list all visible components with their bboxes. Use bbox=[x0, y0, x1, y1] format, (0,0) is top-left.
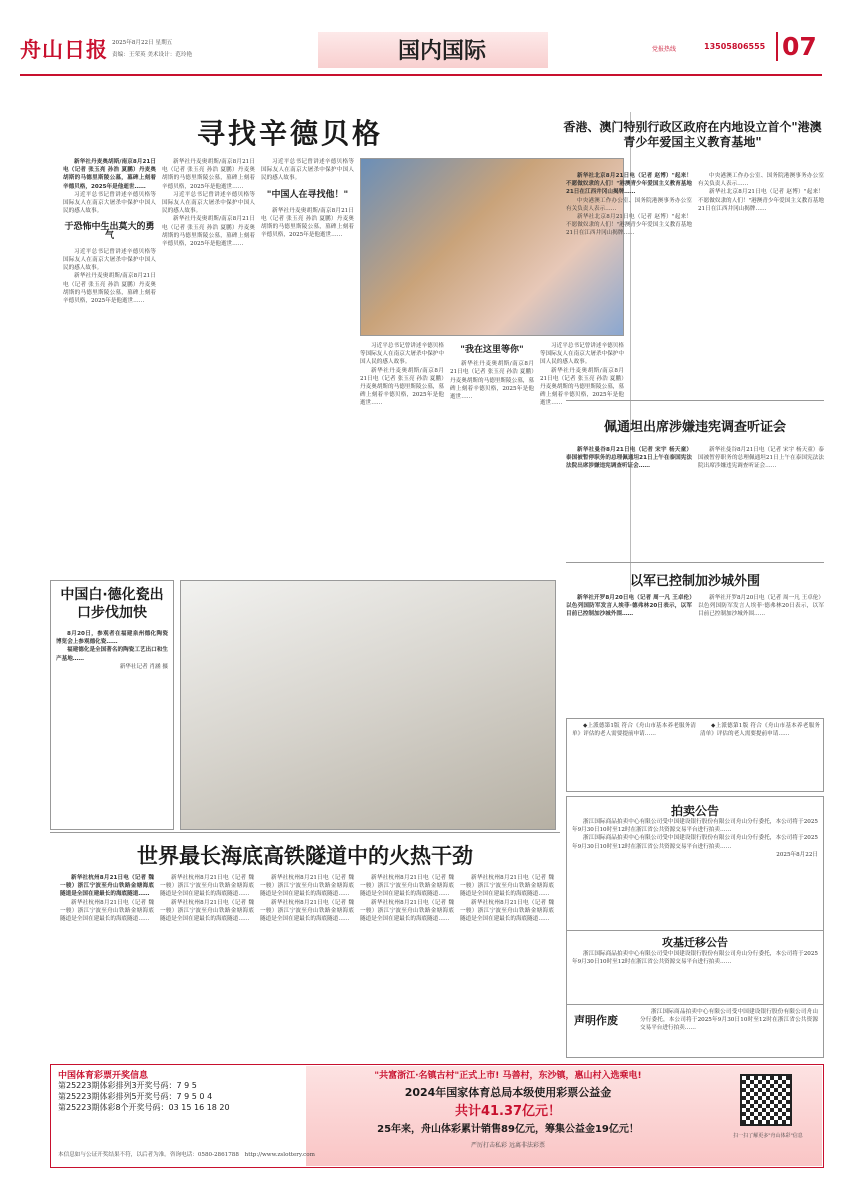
section-title: 国内国际 bbox=[398, 39, 487, 64]
hotline-phone: 13505806555 bbox=[704, 42, 766, 51]
bottom-headline: 世界最长海底高铁隧道中的火热干劲 bbox=[137, 844, 473, 868]
notice-col1: ◆上派德第1版 符合《舟山市基本养老服务清单》评估的老人需要提前申请…… bbox=[572, 723, 696, 738]
lottery-public-fund-line: 2024年国家体育总局本级使用彩票公益金 bbox=[404, 1086, 612, 1099]
lottery-slogan: "共富浙江·名镇古村"正式上市! 马善村，东沙镇，惠山村入选乘电! bbox=[374, 1071, 642, 1081]
rule-ad2 bbox=[566, 1004, 824, 1005]
lottery-title: 中国体育彩票开奖信息 bbox=[58, 1071, 149, 1081]
main-col1: 新华社丹麦奥胡斯/南京8月21日电（记者 张玉亮 孙浩 夏鹏）丹麦奥胡斯的马德里斯陵公墓，墓碑上刻着辛德贝格，2025年是他逝世…… 习近平总书记曾讲述辛德贝格等国际友人在南京大屠杀中保护中国人民的感人故事。 于恐怖中生出莫大的勇气 习近平总书记曾讲述辛德贝格等国际友人在南京大屠杀中保护中国人民的感人故事。 新华社丹麦奥胡斯/南京8月21日电（记者 张玉亮 孙浩 夏鹏）丹麦奥胡斯的马德里斯陵公墓，墓碑上刻着辛德贝格，2025年是他逝世…… bbox=[63, 159, 156, 305]
right-story3-headline: 以军已控制加沙城外围 bbox=[629, 574, 760, 589]
lottery-total: 共计41.37亿元！ bbox=[454, 1104, 562, 1119]
ceramics-headline: 中国白·德化瓷出口步伐加快 bbox=[60, 587, 164, 621]
qr-caption: 扫一扫了解更多"舟山体彩"信息 bbox=[733, 1133, 803, 1139]
bottom-col2: 新华社杭州8月21日电（记者 魏一骏）浙江宁波至舟山铁路金塘海底隧道是全国在建最长的海底隧道…… 新华社杭州8月21日电（记者 魏一骏）浙江宁波至舟山铁路金塘海底隧道是全国在建最长的海底隧道…… bbox=[160, 875, 254, 923]
bottom-col3: 新华社杭州8月21日电（记者 魏一骏）浙江宁波至舟山铁路金塘海底隧道是全国在建最长的海底隧道…… 新华社杭州8月21日电（记者 魏一骏）浙江宁波至舟山铁路金塘海底隧道是全国在建最长的海底隧道…… bbox=[260, 875, 354, 923]
right-story2-col1: 新华社曼谷8月21日电（记者 宋宇 杨天童）泰国被暂停职务的总理佩通坦21日上午在泰国宪法法院出席涉嫌违宪调查听证会…… bbox=[566, 447, 692, 470]
right-story3-col1: 新华社开罗8月20日电（记者 周一凡 王卓伦）以色列国防军发言人埃菲·德弗林20日表示，以军目前已控制加沙城外围…… bbox=[566, 595, 692, 618]
right-story3-col2: 新华社开罗8月20日电（记者 周一凡 王卓伦）以色列国防军发言人埃菲·德弗林20日表示，以军目前已控制加沙城外围…… bbox=[698, 595, 824, 618]
qr-code bbox=[740, 1074, 792, 1126]
right-story1-col2: 中央港澳工作办公室、国务院港澳事务办公室有关负责人表示…… 新华社北京8月21日电（记者 赵博）"起来！不愿做奴隶的人们！"港澳青少年爱国主义教育基地21日在江西井冈山揭牌…… bbox=[698, 173, 824, 212]
lottery-subtotal: 25年来，舟山体彩累计销售89亿元，筹集公益金19亿元！ bbox=[377, 1124, 639, 1135]
ceramics-photo bbox=[180, 580, 556, 830]
rule-bottom bbox=[50, 832, 560, 833]
void-statement-body: 浙江国际商品拍卖中心有限公司受中国建设银行股份有限公司舟山分行委托，本公司将于2025年9月30日10时至12时在浙江省公共资源交易平台进行拍卖…… bbox=[640, 1009, 818, 1032]
ceramics-body: 8月20日，参观者在福建泉州德化陶瓷博览会上参观德化瓷…… 福建德化是全国著名的陶瓷工艺出口和生产基地…… 新华社记者 肖涵 摄 bbox=[56, 631, 168, 670]
void-statement-title: 声明作废 bbox=[574, 1014, 618, 1027]
lottery-footnote: 本信息如与公证开奖结果不符，以后者为准。咨询电话：0580-2861788 http://www.zslottery.com bbox=[58, 1152, 315, 1158]
auction-body: 浙江国际商品拍卖中心有限公司受中国建设银行股份有限公司舟山分行委托，本公司将于2025年9月30日10时至12时在浙江省公共资源交易平台进行拍卖…… 浙江国际商品拍卖中心有限公司受中国建设银行股份有限公司舟山分行委托，本公司将于2025年9月30日10时至12时在浙江省公共资源交易平台进行拍卖…… 2025年8月22日 bbox=[572, 819, 818, 858]
rule-r1 bbox=[566, 400, 824, 401]
main-col5: "我在这里等你" 新华社丹麦奥胡斯/南京8月21日电（记者 张玉亮 孙浩 夏鹏）丹麦奥胡斯的马德里斯陵公墓，墓碑上刻着辛德贝格，2025年是他逝世…… bbox=[450, 345, 534, 401]
main-col6: 习近平总书记曾讲述辛德贝格等国际友人在南京大屠杀中保护中国人民的感人故事。 新华社丹麦奥胡斯/南京8月21日电（记者 张玉亮 孙浩 夏鹏）丹麦奥胡斯的马德里斯陵公墓，墓碑上刻着辛德贝格，2025年是他逝世…… bbox=[540, 343, 624, 407]
lottery-warning: 严厉打击私彩 远离非法彩票 bbox=[471, 1142, 545, 1149]
rule-ad1 bbox=[566, 930, 824, 931]
subhead-waiting: "我在这里等你" bbox=[460, 345, 524, 355]
bottom-col1: 新华社杭州8月21日电（记者 魏一骏）浙江宁波至舟山铁路金塘海底隧道是全国在建最长的海底隧道…… 新华社杭州8月21日电（记者 魏一骏）浙江宁波至舟山铁路金塘海底隧道是全国在建最长的海底隧道…… bbox=[60, 875, 154, 923]
hotline-label: 党报热线 bbox=[652, 46, 677, 53]
rule-r2 bbox=[566, 562, 824, 563]
right-story1-col1: 新华社北京8月21日电（记者 赵博）"起来！不愿做奴隶的人们！"港澳青少年爱国主义教育基地21日在江西井冈山揭牌…… 中央港澳工作办公室、国务院港澳事务办公室有关负责人表示…… 新华社北京8月21日电（记者 赵博）"起来！不愿做奴隶的人们！"港澳青少年爱国主义教育基地21日在江西井冈山揭牌…… bbox=[566, 173, 692, 237]
notice-col2: ◆上派德第1版 符合《舟山市基本养老服务清单》评估的老人需要提前申请…… bbox=[700, 723, 820, 738]
relocation-body: 浙江国际商品拍卖中心有限公司受中国建设银行股份有限公司舟山分行委托，本公司将于2025年9月30日10时至12时在浙江省公共资源交易平台进行拍卖…… bbox=[572, 951, 818, 966]
bottom-col4: 新华社杭州8月21日电（记者 魏一骏）浙江宁波至舟山铁路金塘海底隧道是全国在建最长的海底隧道…… 新华社杭州8月21日电（记者 魏一骏）浙江宁波至舟山铁路金塘海底隧道是全国在建最长的海底隧道…… bbox=[360, 875, 454, 923]
newspaper-logo: 舟山日报 bbox=[20, 37, 108, 62]
relocation-title: 攻基迁移公告 bbox=[662, 936, 728, 949]
right-story2-col2: 新华社曼谷8月21日电（记者 宋宇 杨天童）泰国被暂停职务的总理佩通坦21日上午在泰国宪法法院出席涉嫌违宪调查听证会…… bbox=[698, 447, 824, 470]
main-col4: 习近平总书记曾讲述辛德贝格等国际友人在南京大屠杀中保护中国人民的感人故事。 新华社丹麦奥胡斯/南京8月21日电（记者 张玉亮 孙浩 夏鹏）丹麦奥胡斯的马德里斯陵公墓，墓碑上刻着辛德贝格，2025年是他逝世…… bbox=[360, 343, 444, 407]
header-rule bbox=[20, 74, 822, 76]
masthead bbox=[20, 32, 822, 70]
main-headline: 寻找辛德贝格 bbox=[196, 117, 383, 150]
bottom-col5: 新华社杭州8月21日电（记者 魏一骏）浙江宁波至舟山铁路金塘海底隧道是全国在建最长的海底隧道…… 新华社杭州8月21日电（记者 魏一骏）浙江宁波至舟山铁路金塘海底隧道是全国在建最长的海底隧道…… bbox=[460, 875, 554, 923]
main-col3: 习近平总书记曾讲述辛德贝格等国际友人在南京大屠杀中保护中国人民的感人故事。 "中国人在寻找他！" 新华社丹麦奥胡斯/南京8月21日电（记者 张玉亮 孙浩 夏鹏）丹麦奥胡斯的马德里斯陵公墓，墓碑上刻着辛德贝格，2025年是他逝世…… bbox=[261, 159, 354, 239]
right-story2-headline: 佩通坦出席涉嫌违宪调查听证会 bbox=[603, 420, 786, 435]
editor-line: 责编：王荣英 美术设计：范玲艳 bbox=[112, 52, 193, 58]
main-col2: 新华社丹麦奥胡斯/南京8月21日电（记者 张玉亮 孙浩 夏鹏）丹麦奥胡斯的马德里斯陵公墓，墓碑上刻着辛德贝格，2025年是他逝世…… 习近平总书记曾讲述辛德贝格等国际友人在南京大屠杀中保护中国人民的感人故事。 新华社丹麦奥胡斯/南京8月21日电（记者 张玉亮 孙浩 夏鹏）丹麦奥胡斯的马德里斯陵公墓，墓碑上刻着辛德贝格，2025年是他逝世…… bbox=[162, 159, 255, 248]
issue-date: 2025年8月22日 星期五 bbox=[112, 40, 173, 46]
right-story1-headline: 香港、澳门特别行政区政府在内地设立首个"港澳青少年爱国主义教育基地" bbox=[563, 120, 822, 149]
subhead-courage: 于恐怖中生出莫大的勇气 bbox=[64, 222, 155, 241]
page-number: 07 bbox=[776, 32, 817, 61]
auction-title: 拍卖公告 bbox=[670, 804, 719, 818]
lottery-results: 第25223期体彩排列3开奖号码：7 9 5 第25223期体彩排列5开奖号码：7 9 5 0 4 第25223期体彩8个开奖号码：03 15 16 18 20 bbox=[58, 1081, 230, 1112]
subhead-searching: "中国人在寻找他！" bbox=[266, 189, 349, 200]
